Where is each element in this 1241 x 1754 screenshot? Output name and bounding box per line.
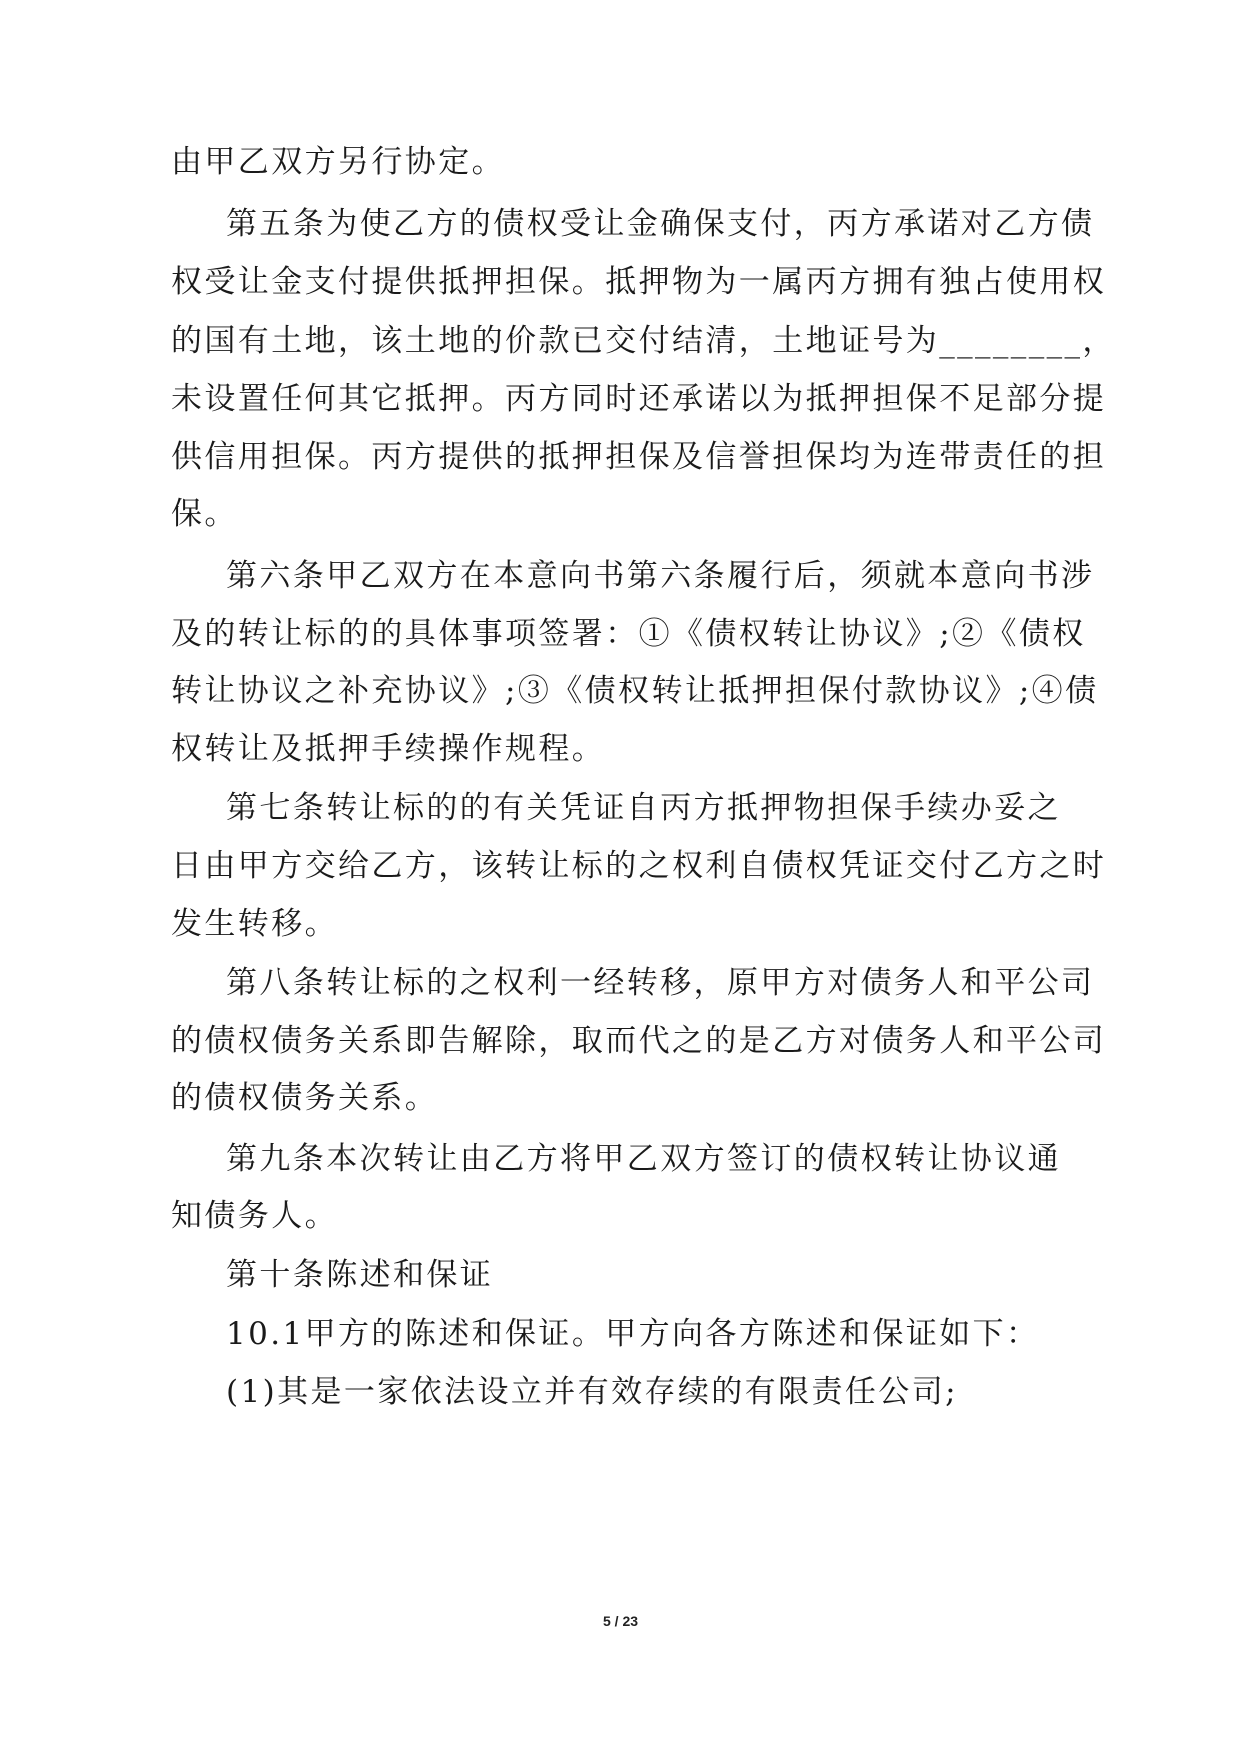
text-line: 发生转移。 bbox=[171, 906, 338, 942]
text-line: 及的转让标的的具体事项签署：①《债权转让协议》;②《债权 bbox=[171, 616, 1086, 652]
text-line: 第十条陈述和保证 bbox=[226, 1257, 494, 1293]
text-line: 第九条本次转让由乙方将甲乙双方签订的债权转让协议通 bbox=[226, 1141, 1061, 1177]
text-line: 知债务人。 bbox=[171, 1198, 338, 1234]
text-line: 第五条为使乙方的债权受让金确保支付，丙方承诺对乙方债 bbox=[226, 206, 1095, 242]
text-line: 第八条转让标的之权利一经转移，原甲方对债务人和平公司 bbox=[226, 965, 1095, 1001]
text-line: 的债权债务关系即告解除，取而代之的是乙方对债务人和平公司 bbox=[171, 1023, 1107, 1059]
text-line: 保。 bbox=[171, 496, 238, 532]
text-line: 权转让及抵押手续操作规程。 bbox=[171, 731, 606, 767]
text-line: 供信用担保。丙方提供的抵押担保及信誉担保均为连带责任的担 bbox=[171, 439, 1107, 475]
text-line: 转让协议之补充协议》;③《债权转让抵押担保付款协议》;④债 bbox=[171, 673, 1099, 709]
text-line: 的国有土地，该土地的价款已交付结清，土地证号为________， bbox=[171, 323, 1116, 359]
text-line: 权受让金支付提供抵押担保。抵押物为一属丙方拥有独占使用权 bbox=[171, 264, 1107, 300]
text-line: 10.1甲方的陈述和保证。甲方向各方陈述和保证如下： bbox=[226, 1316, 1040, 1352]
text-line: 未设置任何其它抵押。丙方同时还承诺以为抵押担保不足部分提 bbox=[171, 381, 1107, 417]
text-line: 由甲乙双方另行协定。 bbox=[171, 144, 505, 180]
text-line: 第六条甲乙双方在本意向书第六条履行后，须就本意向书涉 bbox=[226, 558, 1095, 594]
page-number: 5 / 23 bbox=[602, 1613, 639, 1629]
text-line: 的债权债务关系。 bbox=[171, 1080, 439, 1116]
text-line: 第七条转让标的的有关凭证自丙方抵押物担保手续办妥之 bbox=[226, 790, 1061, 826]
text-line: 日由甲方交给乙方，该转让标的之权利自债权凭证交付乙方之时 bbox=[171, 848, 1107, 884]
text-line: (1)其是一家依法设立并有效存续的有限责任公司; bbox=[226, 1374, 958, 1410]
